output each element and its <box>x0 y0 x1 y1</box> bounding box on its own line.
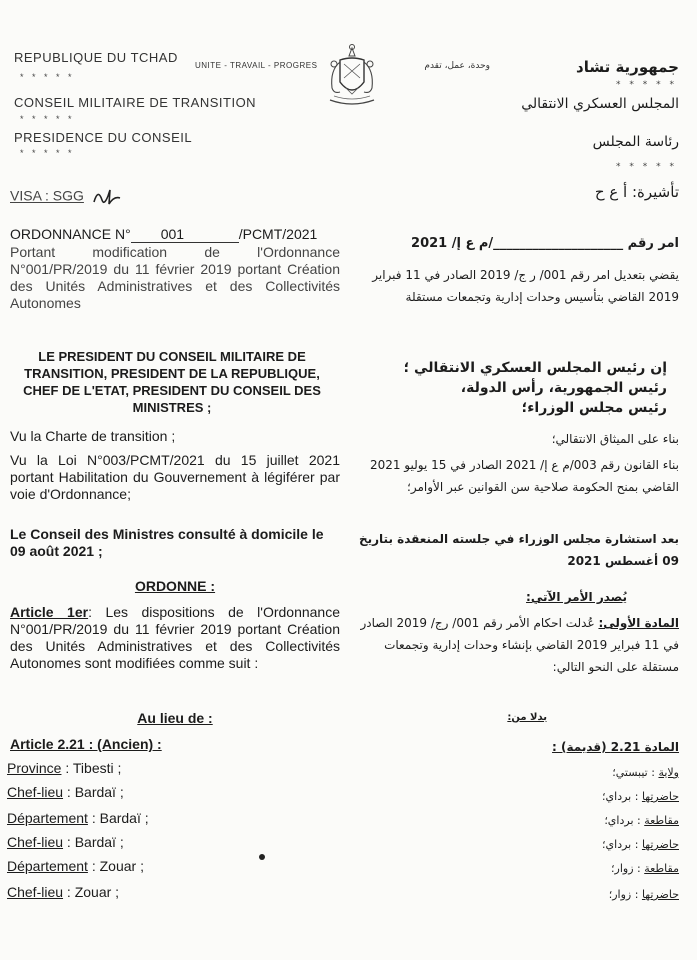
entry-value-ar: : برداي؛ <box>604 814 645 827</box>
entry-value-fr: : Bardaï ; <box>63 784 124 800</box>
entry-value-fr: : Tibesti ; <box>61 760 122 776</box>
entry-value-ar: : برداي؛ <box>602 790 642 803</box>
president-title-ar-1: إن رئيس المجلس العسكري الانتقالي ؛ <box>403 360 667 376</box>
council-consulted-ar: بعد استشارة مجلس الوزراء في جلسته المنعقدة بتاريخ 09 أغسطس 2021 <box>358 532 679 568</box>
article-1-fr <box>10 604 340 672</box>
header-republic-ar: جمهورية تشاد <box>576 58 679 76</box>
ordonnance-title-fr <box>10 226 317 243</box>
entry-label-ar: حاضرتها <box>641 790 679 803</box>
motto-fr: UNITE - TRAVAIL - PROGRES <box>195 61 318 70</box>
header-presidency-ar: رئاسة المجلس <box>592 134 679 150</box>
header-stars-ar-2: * * * * * <box>616 162 677 172</box>
entry-value-ar: : زوار؛ <box>611 862 645 875</box>
header-presidency-fr: PRESIDENCE DU CONSEIL <box>14 130 193 145</box>
president-title-fr: LE PRESIDENT DU CONSEIL MILITAIRE DE TRANSITION, PRESIDENT DE LA REPUBLIQUE, CHEF DE L'ETAT, PRESIDENT DU CONSEIL DES MINISTRES ; <box>23 349 321 415</box>
article-1-label-fr: Article 1er <box>10 604 89 620</box>
visa-ar: تأشيرة: أ ع ح <box>594 183 679 201</box>
article-221-fr: Article 2.21 : (Ancien) : <box>10 736 162 752</box>
entry-ar <box>479 862 679 875</box>
entry-ar <box>479 814 679 827</box>
entry-fr <box>7 760 121 776</box>
entry-label-fr: Chef-lieu <box>7 834 64 850</box>
council-consulted-fr: Le Conseil des Ministres consulté à domicile le 09 août 2021 ; <box>10 526 324 559</box>
entry-value-ar: : تيبستي؛ <box>612 766 659 779</box>
entry-label-fr: Chef-lieu <box>7 884 64 900</box>
au-lieu-de-fr: Au lieu de : <box>137 710 213 726</box>
entry-label-ar: مقاطعة <box>644 814 679 827</box>
entry-value-fr: : Zouar ; <box>63 884 120 900</box>
entry-value-fr: : Zouar ; <box>87 858 144 874</box>
coat-of-arms-emblem <box>322 42 382 112</box>
header-stars-fr-1: * * * * * <box>20 72 75 82</box>
visa-fr-label: VISA : SGG <box>10 187 84 204</box>
entry-value-fr: : Bardaï ; <box>87 810 149 826</box>
entry-fr <box>7 884 119 900</box>
entry-label-fr: Département <box>7 810 88 826</box>
entry-label-ar: حاضرتها <box>641 838 679 851</box>
motto-ar: وحدة، عمل، تقدم <box>424 61 490 71</box>
entry-label-fr: Chef-lieu <box>7 784 64 800</box>
header-stars-fr-2: * * * * * <box>20 114 75 124</box>
vu-charter-ar: بناء على الميثاق الانتقالي؛ <box>551 432 679 446</box>
ordonnance-subject-fr: Portant modification de l'Ordonnance N°001/PR/2019 du 11 février 2019 portant Création des Unités Administratives et des Collectivités Autonomes <box>10 244 340 311</box>
vu-charter-fr: Vu la Charte de transition ; <box>10 428 176 444</box>
entry-ar <box>479 888 679 901</box>
ordonnance-title-ar: امر رقم ____________________/م ع إ/ 2021 <box>411 236 679 251</box>
entry-fr <box>7 784 124 800</box>
header-council-fr: CONSEIL MILITAIRE DE TRANSITION <box>14 95 257 110</box>
president-title-ar-3: رئيس مجلس الوزراء؛ <box>521 400 667 416</box>
ordonne-heading-ar: يُصدر الأمر الآتي: <box>526 590 627 604</box>
ordonnance-prefix: ORDONNANCE N° <box>10 226 131 242</box>
entry-label-ar: مقاطعة <box>644 862 679 875</box>
entry-label-ar: حاضرتها <box>641 888 679 901</box>
header-council-ar: المجلس العسكري الانتقالي <box>521 96 679 112</box>
article-1-text-ar: عُدلت احكام الأمر رقم 001/ رج/ 2019 الصادر في 11 فبراير 2019 القاضي بإنشاء وحدات إدارية وتجمعات مستقلة على النحو التالي: <box>360 616 679 674</box>
entry-label-fr: Province <box>7 760 62 776</box>
article-1-text-fr: : Les dispositions de l'Ordonnance N°001/PR/2019 du 11 février 2019 portant Création des Unités Administratives et des Collectivités Autonomes sont modifiées comme suit : <box>10 604 340 671</box>
entry-value-ar: : زوار؛ <box>608 888 642 901</box>
vu-law-fr: Vu la Loi N°003/PCMT/2021 du 15 juillet 2021 portant Habilitation du Gouvernement à légiférer par voie d'Ordonnance; <box>10 452 340 502</box>
signature-icon <box>88 186 124 208</box>
ordonnance-suffix: /PCMT/2021 <box>238 226 318 242</box>
entry-fr <box>7 834 124 850</box>
entry-value-ar: : برداي؛ <box>602 838 642 851</box>
entry-label-ar: ولاية <box>658 766 679 779</box>
entry-ar <box>479 766 679 779</box>
president-title-ar-2: رئيس الجمهورية، رأس الدولة، <box>460 380 667 396</box>
au-lieu-de-ar: بدلا من: <box>507 712 547 723</box>
ordonnance-subject-ar: يقضي بتعديل امر رقم 001/ ر ج/ 2019 الصادر في 11 فبراير 2019 القاضي بتأسيس وحدات إدارية وتجمعات مستقلة <box>372 268 679 304</box>
entry-fr <box>7 858 144 874</box>
vu-law-ar: بناء القانون رقم 003/م ع إ/ 2021 الصادر في 15 يوليو 2021 القاضي بمنح الحكومة صلاحية سن القوانين عبر الأوامر؛ <box>369 458 679 494</box>
header-republic-fr: REPUBLIQUE DU TCHAD <box>14 50 178 65</box>
ordonnance-number: 001 <box>131 226 239 243</box>
entry-value-fr: : Bardaï ; <box>63 834 124 850</box>
entry-label-fr: Département <box>7 858 88 874</box>
coat-of-arms-icon <box>322 42 382 112</box>
ink-mark <box>258 848 266 856</box>
visa-fr <box>10 186 124 208</box>
ordonne-heading-fr: ORDONNE : <box>134 578 216 594</box>
header-stars-fr-3: * * * * * <box>20 148 75 158</box>
header-stars-ar-1: * * * * * <box>616 80 677 90</box>
article-1-ar <box>349 612 679 678</box>
entry-ar <box>479 838 679 851</box>
article-1-label-ar: المادة الأولى: <box>598 616 679 630</box>
ink-blot-icon <box>258 853 266 861</box>
entry-ar <box>479 790 679 803</box>
entry-fr <box>7 810 149 826</box>
article-221-ar: المادة 2.21 (قديمة) : <box>552 740 679 754</box>
